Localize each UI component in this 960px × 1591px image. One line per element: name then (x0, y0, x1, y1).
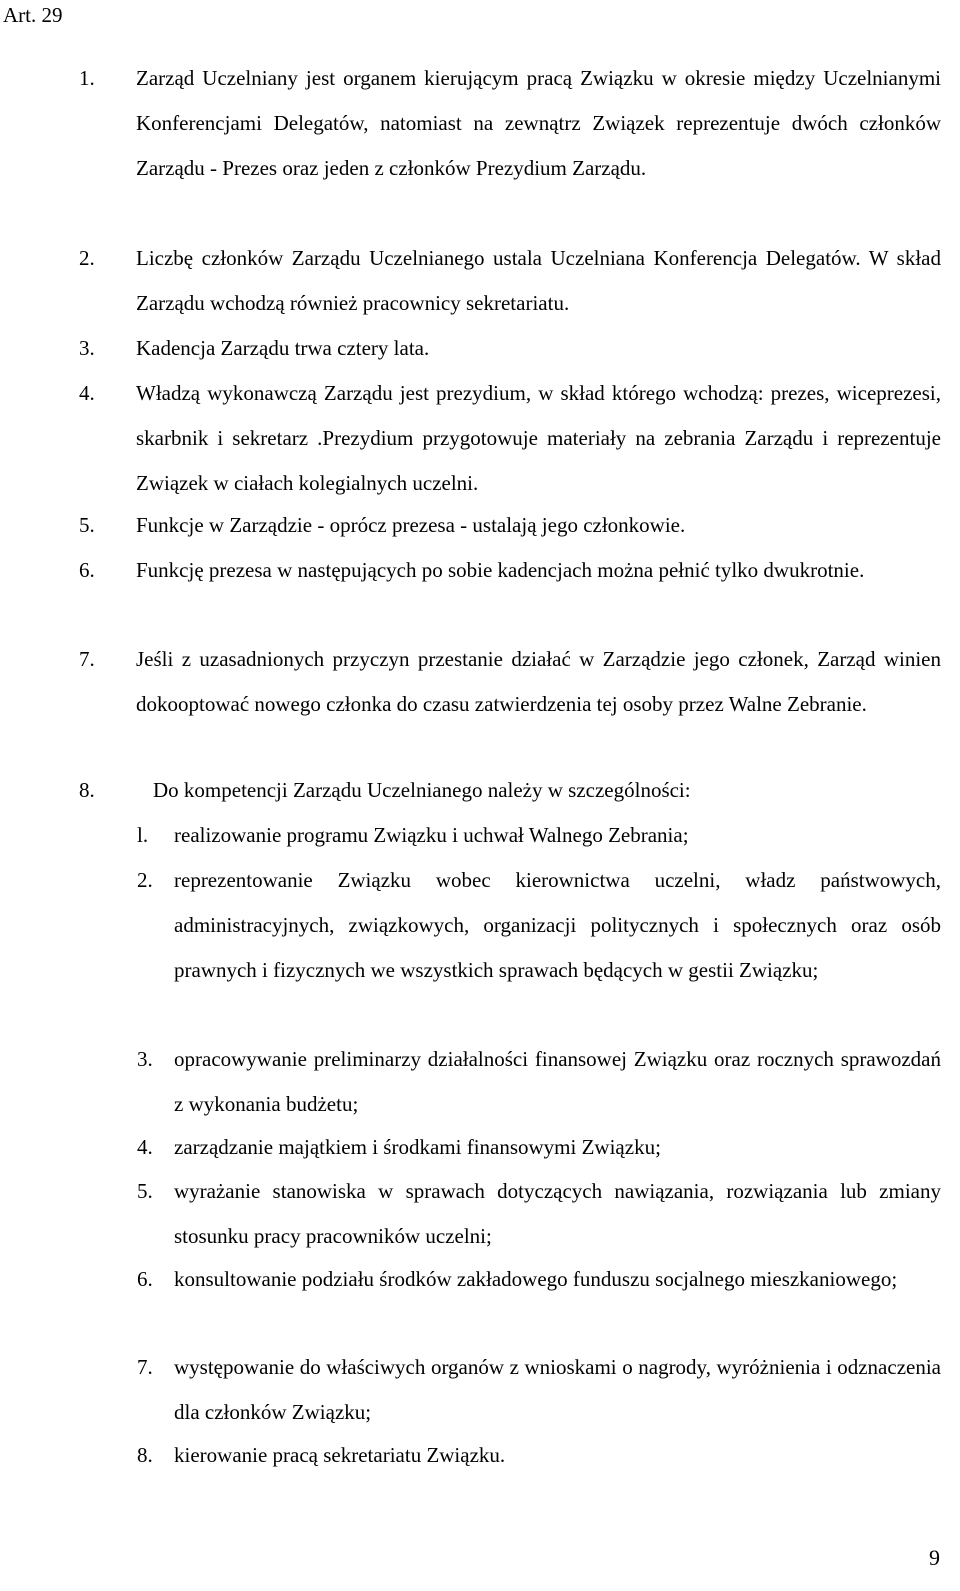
item-number: 2. (79, 246, 95, 270)
article-heading: Art. 29 (3, 3, 63, 27)
item-number: 5. (79, 513, 95, 537)
item-number: 3. (79, 336, 95, 360)
item-text: Władzą wykonawczą Zarządu jest prezydium, w skład którego wchodzą: prezes, wiceprezesi, skarbnik i sekretarz .Prezydium przygotowuje materiały na zebrania Zarządu i reprezentuje Związek w ciałach kolegialnych uczelni. (136, 381, 941, 495)
subitem-text: kierowanie pracą sekretariatu Związku. (174, 1443, 506, 1467)
item-number: 4. (79, 381, 95, 405)
subitem-number: 6. (137, 1267, 153, 1291)
subitem-text: realizowanie programu Związku i uchwał Walnego Zebrania; (174, 823, 689, 847)
item-text: Jeśli z uzasadnionych przyczyn przestanie działać w Zarządzie jego członek, Zarząd winien dokooptować nowego członka do czasu zatwierdzenia tej osoby przez Walne Zebranie. (136, 647, 941, 716)
item-number: 6. (79, 558, 95, 582)
item-text: Funkcję prezesa w następujących po sobie kadencjach można pełnić tylko dwukrotnie. (136, 558, 865, 582)
subitem-number: 7. (137, 1355, 153, 1379)
subitem-number: 2. (137, 868, 153, 892)
subitem-text: opracowywanie preliminarzy działalności finansowej Związku oraz rocznych sprawozdań z wykonania budżetu; (174, 1047, 941, 1116)
subitem-text: wyrażanie stanowiska w sprawach dotyczących nawiązania, rozwiązania lub zmiany stosunku pracy pracowników uczelni; (174, 1179, 941, 1248)
item-text: Zarząd Uczelniany jest organem kierującym pracą Związku w okresie między Uczelnianymi Konferencjami Delegatów, natomiast na zewnątrz Związek reprezentuje dwóch członków Zarządu - Prezes oraz jeden z członków Prezydium Zarządu. (136, 66, 941, 180)
page-number: 9 (929, 1545, 940, 1570)
item-number: 7. (79, 647, 95, 671)
subitem-number: 8. (137, 1443, 153, 1467)
item-text: Funkcje w Zarządzie - oprócz prezesa - ustalają jego członkowie. (136, 513, 686, 537)
subitem-number: 4. (137, 1135, 153, 1159)
subitem-text: reprezentowanie Związku wobec kierownictwa uczelni, władz państwowych, administracyjnych, związkowych, organizacji politycznych i społecznych oraz osób prawnych i fizycznych we wszystkich sprawach będących w gestii Związku; (174, 868, 941, 982)
subitem-number: l. (137, 823, 149, 847)
item-text: Do kompetencji Zarządu Uczelnianego należy w szczególności: (153, 778, 691, 802)
subitem-number: 5. (137, 1179, 153, 1203)
subitem-text: występowanie do właściwych organów z wnioskami o nagrody, wyróżnienia i odznaczenia dla członków Związku; (174, 1355, 941, 1424)
subitem-number: 3. (137, 1047, 153, 1071)
item-text: Liczbę członków Zarządu Uczelnianego ustala Uczelniana Konferencja Delegatów. W skład Zarządu wchodzą również pracownicy sekretariatu. (136, 246, 941, 315)
item-text: Kadencja Zarządu trwa cztery lata. (136, 336, 430, 360)
item-number: 8. (79, 778, 95, 802)
subitem-text: konsultowanie podziału środków zakładowego funduszu socjalnego mieszkaniowego; (174, 1267, 898, 1291)
item-number: 1. (79, 66, 95, 90)
subitem-text: zarządzanie majątkiem i środkami finansowymi Związku; (174, 1135, 661, 1159)
